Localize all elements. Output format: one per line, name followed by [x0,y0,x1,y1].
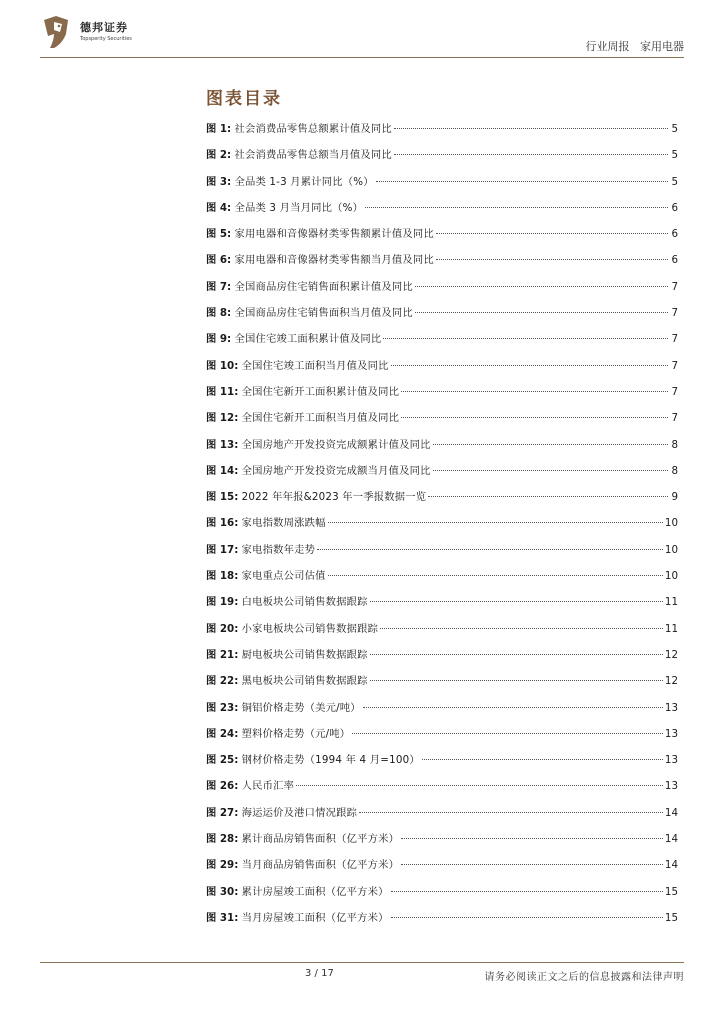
toc-entry-title: 铜铝价格走势（美元/吨） [241,701,361,714]
toc-entry-label: 图 10: [206,359,239,372]
toc-entry-page: 7 [671,333,678,346]
report-category [586,38,685,54]
toc-entry-page: 7 [671,359,678,372]
toc-entry-title: 全国房地产开发投资完成额当月值及同比 [241,464,431,477]
toc-entry-title: 家用电器和音像器材类零售额当月值及同比 [234,254,434,267]
toc-dot-leader [394,127,668,129]
toc-entry[interactable] [206,221,678,247]
toc-dot-leader [376,180,668,182]
toc-heading: 图表目录 [206,89,282,109]
toc-dot-leader [401,390,668,392]
toc-entry-title: 钢材价格走势（1994 年 4 月=100） [241,754,420,767]
toc-entry-title: 白电板块公司销售数据跟踪 [241,596,368,609]
toc-dot-leader [436,232,668,234]
toc-entry-page: 6 [671,254,678,267]
toc-entry[interactable] [206,616,678,642]
toc-dot-leader [328,521,663,523]
toc-entry-label: 图 3: [206,175,232,188]
toc-entry-label: 图 12: [206,412,239,425]
toc-entry-label: 图 20: [206,622,239,635]
toc-dot-leader [296,784,663,786]
toc-entry-title: 全国商品房住宅销售面积当月值及同比 [234,307,413,320]
toc-entry-label: 图 8: [206,307,232,320]
toc-dot-leader [383,337,668,339]
toc-entry-page: 10 [664,570,678,583]
toc-entry[interactable] [206,195,678,221]
toc-dot-leader [415,285,668,287]
toc-entry[interactable] [206,695,678,721]
toc-entry[interactable] [206,905,678,931]
logo-subtitle: Topsperity Securities [80,36,132,42]
toc-entry-page: 6 [671,201,678,214]
toc-entry-title: 全品类 1-3 月累计同比（%） [234,175,374,188]
toc-entry-label: 图 23: [206,701,239,714]
toc-entry[interactable] [206,589,678,615]
toc-entry[interactable] [206,800,678,826]
header-divider [40,57,684,58]
toc-entry-title: 塑料价格走势（元/吨） [241,727,351,740]
toc-dot-leader [328,574,663,576]
toc-entry-title: 全国住宅竣工面积累计值及同比 [234,333,382,346]
toc-entry[interactable] [206,721,678,747]
toc-entry-page: 15 [664,911,678,924]
toc-entry-label: 图 13: [206,438,239,451]
toc-entry-page: 13 [664,727,678,740]
toc-entry[interactable] [206,432,678,458]
toc-entry-page: 7 [671,280,678,293]
toc-entry-label: 图 28: [206,833,239,846]
toc-dot-leader [436,258,668,260]
toc-entry-title: 全国商品房住宅销售面积累计值及同比 [234,280,413,293]
toc-entry-title: 全国房地产开发投资完成额累计值及同比 [241,438,431,451]
footer-divider [40,962,684,963]
toc-entry-title: 全国住宅新开工面积累计值及同比 [241,385,400,398]
toc-entry[interactable] [206,458,678,484]
toc-dot-leader [380,627,663,629]
toc-entry[interactable] [206,142,678,168]
toc-entry-label: 图 18: [206,570,239,583]
toc-entry-title: 累计商品房销售面积（亿平方米） [241,833,400,846]
company-logo [40,14,200,50]
toc-entry[interactable] [206,405,678,431]
toc-entry-title: 黑电板块公司销售数据跟踪 [241,675,368,688]
toc-dot-leader [365,206,668,208]
toc-entry-title: 2022 年年报&2023 年一季报数据一览 [241,491,427,504]
toc-entry-label: 图 26: [206,780,239,793]
toc-entry-label: 图 17: [206,543,239,556]
toc-dot-leader [370,653,663,655]
toc-entry-label: 图 14: [206,464,239,477]
report-type: 行业周报 [585,40,630,53]
toc-entry[interactable] [206,169,678,195]
toc-entry-title: 家用电器和音像器材类零售额累计值及同比 [234,228,434,241]
toc-entry[interactable] [206,642,678,668]
logo-emblem-icon [40,14,72,50]
toc-dot-leader [401,863,663,865]
toc-entry-page: 9 [671,491,678,504]
toc-entry-label: 图 30: [206,885,239,898]
toc-entry-title: 人民币汇率 [241,780,295,793]
toc-entry-label: 图 15: [206,491,239,504]
toc-entry-page: 15 [664,885,678,898]
toc-entry-page: 5 [671,123,678,135]
toc-entry[interactable] [206,247,678,273]
toc-entry-title: 社会消费品零售总额当月值及同比 [234,149,392,162]
toc-entry-title: 家电重点公司估值 [241,570,326,583]
toc-dot-leader [401,837,663,839]
toc-entry[interactable] [206,773,678,799]
toc-entry-page: 12 [664,648,678,661]
toc-entry[interactable] [206,116,678,142]
toc-entry[interactable] [206,326,678,352]
toc-entry-page: 10 [664,543,678,556]
toc-entry[interactable] [206,563,678,589]
toc-entry-page: 10 [664,517,678,530]
toc-entry-label: 图 22: [206,675,239,688]
toc-entry-label: 图 5: [206,228,232,241]
toc-dot-leader [433,469,668,471]
toc-dot-leader [370,600,663,602]
toc-entry[interactable] [206,274,678,300]
toc-entry-label: 图 7: [206,280,232,293]
toc-entry-page: 14 [664,859,678,872]
toc-entry-label: 图 24: [206,727,239,740]
toc-dot-leader [363,706,663,708]
toc-entry[interactable] [206,879,678,905]
toc-entry-label: 图 27: [206,806,239,819]
toc-entry-page: 5 [671,149,678,162]
toc-entry-title: 全品类 3 月当月同比（%） [234,201,364,214]
table-of-figures [206,116,678,931]
toc-entry[interactable] [206,484,678,510]
toc-entry-label: 图 31: [206,911,239,924]
toc-entry-title: 家电指数周涨跌幅 [241,517,326,530]
toc-entry-label: 图 29: [206,859,239,872]
toc-dot-leader [391,890,663,892]
toc-entry[interactable] [206,379,678,405]
toc-dot-leader [428,495,668,497]
toc-entry-label: 图 1: [206,123,232,135]
toc-entry[interactable] [206,668,678,694]
toc-entry[interactable] [206,852,678,878]
toc-entry-page: 7 [671,412,678,425]
toc-dot-leader [359,811,663,813]
toc-entry-label: 图 16: [206,517,239,530]
toc-entry[interactable] [206,300,678,326]
toc-entry-title: 社会消费品零售总额累计值及同比 [234,123,392,135]
toc-entry-page: 11 [664,622,678,635]
toc-entry[interactable] [206,353,678,379]
toc-entry-page: 5 [671,175,678,188]
toc-dot-leader [433,443,668,445]
toc-entry-label: 图 21: [206,648,239,661]
toc-entry-page: 11 [664,596,678,609]
toc-entry-title: 累计房屋竣工面积（亿平方米） [241,885,389,898]
toc-entry-label: 图 11: [206,385,239,398]
page-header [40,14,684,56]
toc-dot-leader [401,416,668,418]
toc-entry[interactable] [206,826,678,852]
toc-dot-leader [352,732,663,734]
toc-entry[interactable] [206,510,678,536]
toc-entry-title: 全国住宅新开工面积当月值及同比 [241,412,400,425]
toc-dot-leader [394,153,668,155]
toc-entry[interactable] [206,537,678,563]
toc-entry-page: 13 [664,754,678,767]
toc-entry-label: 图 4: [206,201,232,214]
toc-entry-page: 7 [671,307,678,320]
logo-name: 德邦证券 [80,21,128,34]
toc-entry-label: 图 6: [206,254,232,267]
report-industry: 家用电器 [640,40,684,53]
toc-entry-title: 当月房屋竣工面积（亿平方米） [241,911,389,924]
toc-entry-label: 图 25: [206,754,239,767]
toc-entry-title: 小家电板块公司销售数据跟踪 [241,622,379,635]
toc-entry-page: 6 [671,228,678,241]
toc-entry-page: 13 [664,701,678,714]
toc-dot-leader [415,311,668,313]
toc-dot-leader [422,758,663,760]
toc-entry-page: 14 [664,806,678,819]
toc-entry-title: 海运运价及港口情况跟踪 [241,806,358,819]
toc-entry-title: 厨电板块公司销售数据跟踪 [241,648,368,661]
toc-entry-title: 当月商品房销售面积（亿平方米） [241,859,400,872]
toc-entry-page: 12 [664,675,678,688]
toc-entry-label: 图 19: [206,596,239,609]
toc-entry-page: 7 [671,385,678,398]
toc-entry-title: 家电指数年走势 [241,543,316,556]
legal-disclaimer: 请务必阅读正文之后的信息披露和法律声明 [484,972,684,983]
toc-entry-label: 图 2: [206,149,232,162]
toc-dot-leader [370,679,663,681]
toc-entry-page: 8 [671,464,678,477]
toc-entry[interactable] [206,747,678,773]
toc-entry-label: 图 9: [206,333,232,346]
toc-entry-title: 全国住宅竣工面积当月值及同比 [241,359,389,372]
toc-dot-leader [391,364,668,366]
toc-dot-leader [317,548,663,550]
page-number: 3 / 17 [305,968,334,979]
toc-entry-page: 13 [664,780,678,793]
toc-entry-page: 8 [671,438,678,451]
toc-entry-page: 14 [664,833,678,846]
toc-dot-leader [391,916,663,918]
